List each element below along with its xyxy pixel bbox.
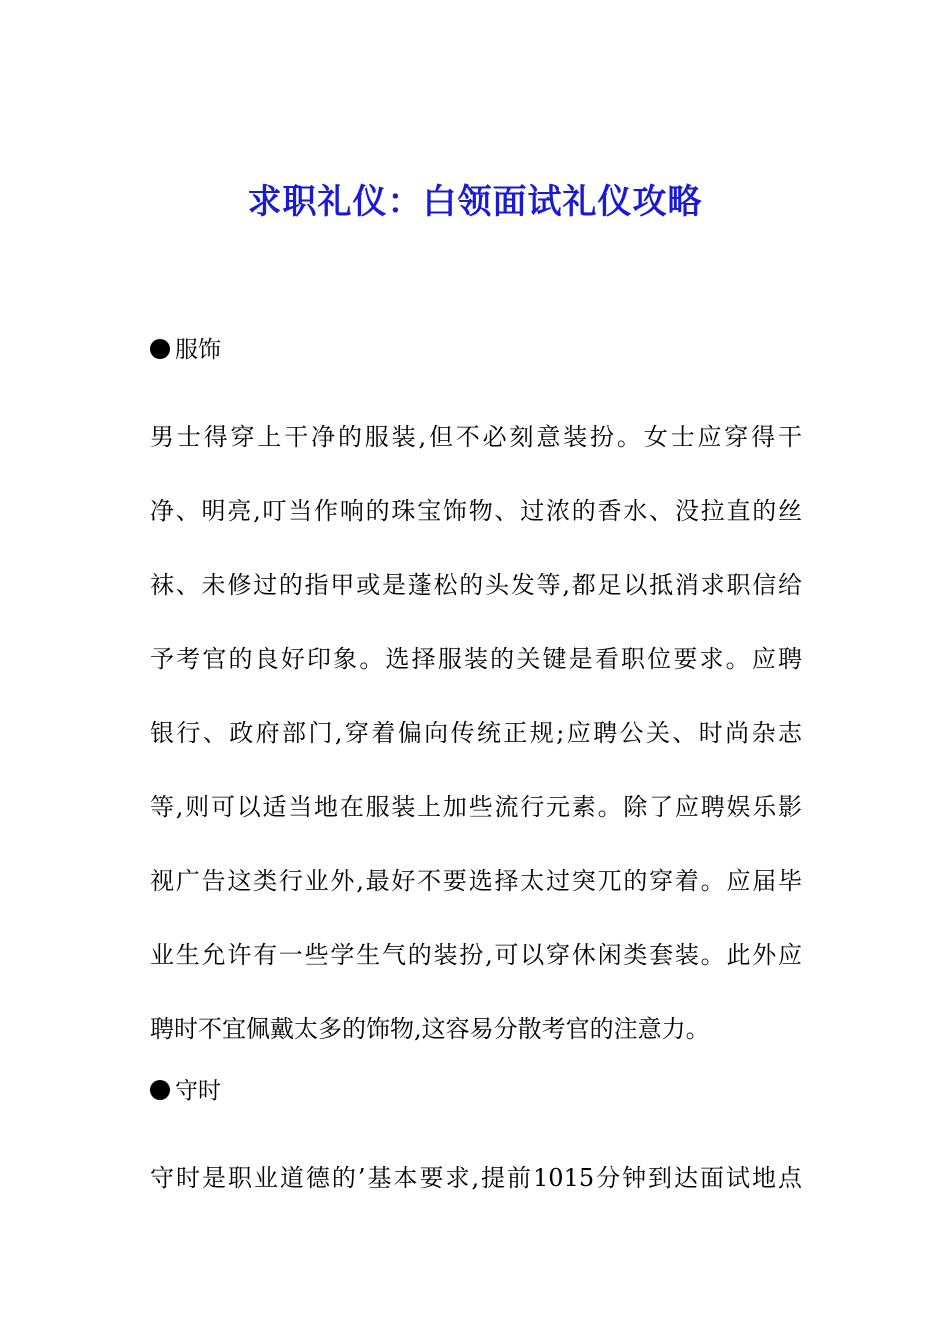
paragraph-line: 等,则可以适当地在服装上加些流行元素。除了应聘娱乐影	[150, 793, 802, 821]
paragraph-line: 视广告这类行业外,最好不要选择太过突兀的穿着。应届毕	[150, 867, 802, 895]
section-heading-text: 守时	[175, 1078, 221, 1104]
section-paragraph	[150, 1141, 810, 1215]
bullet-icon	[150, 1080, 170, 1100]
section-heading	[150, 325, 810, 375]
section-paragraph	[150, 400, 810, 1066]
document-body	[150, 325, 810, 1215]
paragraph-line: 男士得穿上干净的服装,但不必刻意装扮。女士应穿得干	[150, 423, 802, 451]
paragraph-line: 银行、政府部门,穿着偏向传统正规;应聘公关、时尚杂志	[150, 719, 802, 747]
document-title: 求职礼仪：白领面试礼仪攻略	[247, 182, 703, 222]
section-punctuality	[150, 1066, 810, 1215]
paragraph-line: 净、明亮,叮当作响的珠宝饰物、过浓的香水、没拉直的丝	[150, 497, 802, 525]
paragraph-line: 业生允许有一些学生气的装扮,可以穿休闲类套装。此外应	[150, 941, 802, 969]
bullet-icon	[150, 339, 170, 359]
paragraph-line: 聘时不宜佩戴太多的饰物,这容易分散考官的注意力。	[150, 1015, 710, 1043]
paragraph-line: 守时是职业道德的’基本要求,提前1015分钟到达面试地点	[150, 1164, 802, 1192]
paragraph-line: 袜、未修过的指甲或是蓬松的头发等,都足以抵消求职信给	[150, 571, 802, 599]
section-clothing	[150, 325, 810, 1066]
section-heading-text: 服饰	[175, 337, 221, 363]
paragraph-line: 予考官的良好印象。选择服装的关键是看职位要求。应聘	[150, 645, 802, 673]
section-heading	[150, 1066, 810, 1116]
